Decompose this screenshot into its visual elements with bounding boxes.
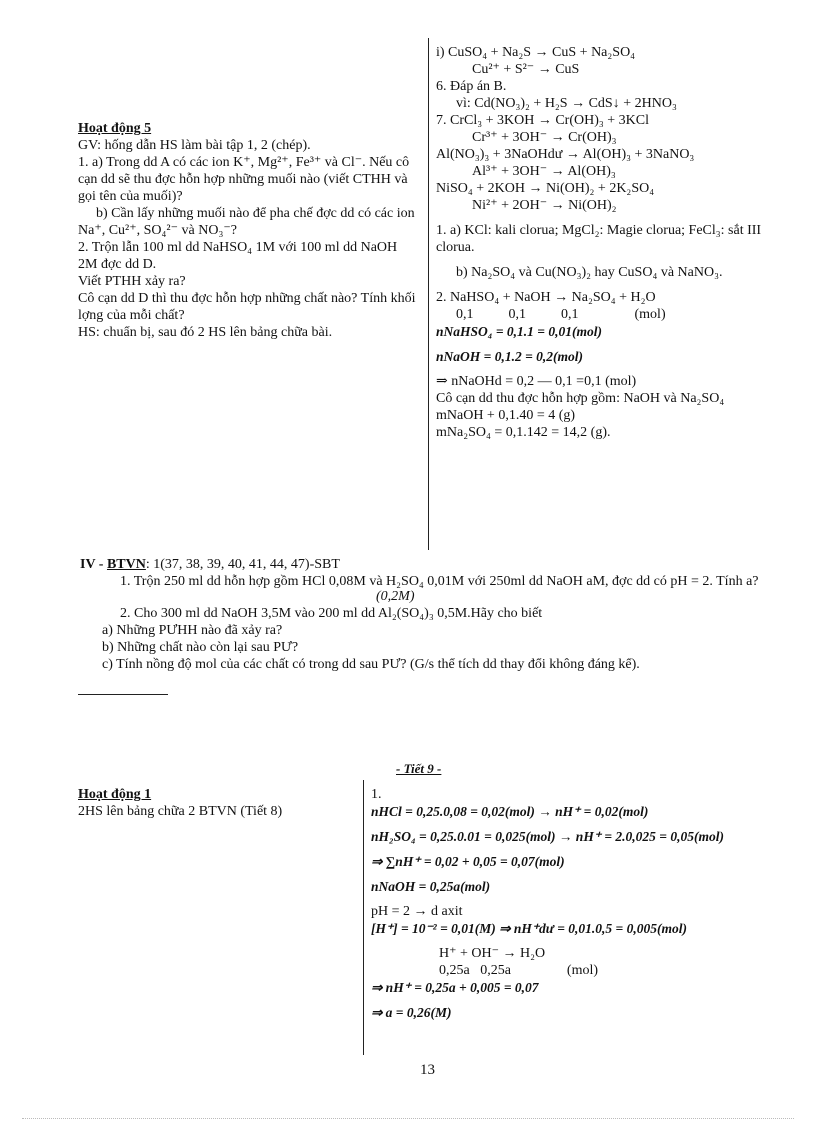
answer-2-eq: 2. NaHSO₄ + NaOH → Na₂SO₄ + H₂O xyxy=(436,290,656,305)
homework-item-c: c) Tính nồng độ mol của các chất có trong dd sau PƯ? (G/s thể tích dd thay đổi không đáng kể). xyxy=(102,657,640,672)
lesson-title: - Tiết 9 - xyxy=(396,761,442,776)
exercise-1b: b) Cần lấy những muối nào để pha chế đợc dd có các ion Na⁺, Cu²⁺, SO₄²⁻ và NO₃⁻? xyxy=(78,206,415,238)
solution-n-naoh: nNaOH = 0,25a(mol) xyxy=(371,879,491,894)
eq-i: i) CuSO₄ + Na₂S → CuS + Na₂SO₄ xyxy=(436,45,636,60)
evaporate-result: Cô cạn dd thu đợc hỗn hợp gồm: NaOH và Na₂SO₄ xyxy=(436,391,725,406)
top-right-column xyxy=(436,44,786,441)
answer-2-mol: 0,1 0,1 0,1 (mol) xyxy=(456,307,666,322)
solution-n-h2so4: nH₂SO₄ = 0,25.0.01 = 0,025(mol) → nH⁺ = 2.0,025 = 0,05(mol) xyxy=(371,829,724,844)
calc-m-naoh: mNaOH + 0,1.40 = 4 (g) xyxy=(436,408,576,423)
exercise-2: 2. Trộn lẫn 100 ml dd NaHSO₄ 1M với 100 ml dd NaOH 2M đợc dd D. xyxy=(78,240,398,272)
section-separator xyxy=(78,694,168,695)
eq-7c: NiSO₄ + 2KOH → Ni(OH)₂ + 2K₂SO₄ xyxy=(436,181,655,196)
calc-n-naoh: nNaOH = 0,1.2 = 0,2(mol) xyxy=(436,349,584,364)
activity-heading: Hoạt động 5 xyxy=(78,121,152,136)
calc-m-na2so4: mNa₂SO₄ = 0,1.142 = 14,2 (g). xyxy=(436,425,611,440)
homework-problem-2: 2. Cho 300 ml dd NaOH 3,5M vào 200 ml dd Al₂(SO₄)₃ 0,5M.Hãy cho biết xyxy=(120,606,543,621)
solution-1-label: 1. xyxy=(371,787,382,802)
homework-section xyxy=(80,556,770,673)
eq-7c-ionic: Ni²⁺ + 2OH⁻ → Ni(OH)₂ xyxy=(472,198,617,213)
solution-neutralization: H⁺ + OH⁻ → H₂O xyxy=(439,946,546,961)
solution-neutralization-mol: 0,25a 0,25a (mol) xyxy=(439,963,599,978)
calc-n-nahso4: nNaHSO₄ = 0,1.1 = 0,01(mol) xyxy=(436,324,602,339)
eq-i-ionic: Cu²⁺ + S²⁻ → CuS xyxy=(472,62,580,77)
solution-ph: pH = 2 → d axit xyxy=(371,904,463,919)
exercise-2-evaporate: Cô cạn dd D thì thu đợc hỗn hợp những chất nào? Tính khối lợng của mỗi chất? xyxy=(78,291,416,323)
solution-result: ⇒ a = 0,26(M) xyxy=(371,1005,452,1020)
exercise-2-question: Viết PTHH xảy ra? xyxy=(78,274,186,289)
eq-7b-ionic: Al³⁺ + 3OH⁻ → Al(OH)₃ xyxy=(472,164,616,179)
solution-n-hcl: nHCl = 0,25.0,08 = 0,02(mol) → nH⁺ = 0,02(mol) xyxy=(371,804,649,819)
column-divider-bottom xyxy=(363,780,364,1055)
eq-7a-ionic: Cr³⁺ + 3OH⁻ → Cr(OH)₃ xyxy=(472,130,617,145)
column-divider-top xyxy=(428,38,429,550)
page-footer-rule xyxy=(22,1118,794,1119)
homework-label: IV - xyxy=(80,557,104,572)
eq-7a: 7. CrCl₃ + 3KOH → Cr(OH)₃ + 3KCl xyxy=(436,113,649,128)
activity-1-heading: Hoạt động 1 xyxy=(78,787,152,802)
answer-6: 6. Đáp án B. xyxy=(436,79,507,94)
bottom-right-column xyxy=(371,786,791,1021)
exercise-1a: 1. a) Trong dd A có các ion K⁺, Mg²⁺, Fe³⁺ và Cl⁻. Nếu cô cạn dd sẽ thu đợc hỗn hợp những muối nào (viết CTHH và gọi tên của muối)? xyxy=(78,155,410,204)
homework-problem-1-answer: (0,2M) xyxy=(376,589,415,604)
homework-title: BTVN xyxy=(106,557,146,572)
answer-1b: b) Na₂SO₄ và Cu(NO₃)₂ hay CuSO₄ và NaNO₃. xyxy=(456,265,723,280)
top-left-column xyxy=(78,120,418,341)
homework-problem-1: 1. Trộn 250 ml dd hỗn hợp gồm HCl 0,08M và H₂SO₄ 0,01M với 250ml dd NaOH aM, đợc dd có pH = 2. Tính a? xyxy=(120,574,759,589)
calc-n-naoh-excess: ⇒ nNaOHd = 0,2 — 0,1 =0,1 (mol) xyxy=(436,374,637,389)
homework-title-line xyxy=(80,556,770,573)
solution-h-conc: [H⁺] = 10⁻² = 0,01(M) ⇒ nH⁺dư = 0,01.0,5 = 0,005(mol) xyxy=(371,921,687,936)
activity-1-text: 2HS lên bảng chữa 2 BTVN (Tiết 8) xyxy=(78,804,283,819)
bottom-left-column xyxy=(78,786,358,820)
homework-item-b: b) Những chất nào còn lại sau PƯ? xyxy=(102,640,299,655)
answer-1a: 1. a) KCl: kali clorua; MgCl₂: Magie clorua; FeCl₃: sắt III clorua. xyxy=(436,223,762,255)
homework-list: : 1(37, 38, 39, 40, 41, 44, 47)-SBT xyxy=(145,557,340,572)
student-line: HS: chuẩn bị, sau đó 2 HS lên bảng chữa bài. xyxy=(78,325,333,340)
eq-7b: Al(NO₃)₃ + 3NaOHdư → Al(OH)₃ + 3NaNO₃ xyxy=(436,147,695,162)
solution-balance: ⇒ nH⁺ = 0,25a + 0,005 = 0,07 xyxy=(371,980,539,995)
page-number: 13 xyxy=(420,1062,435,1078)
teacher-line: GV: hống dẫn HS làm bài tập 1, 2 (chép). xyxy=(78,138,311,153)
solution-sum-h: ⇒ ∑nH⁺ = 0,02 + 0,05 = 0,07(mol) xyxy=(371,854,565,869)
homework-item-a: a) Những PƯHH nào đã xảy ra? xyxy=(102,623,283,638)
eq-6: vì: Cd(NO₃)₂ + H₂S → CdS↓ + 2HNO₃ xyxy=(456,96,677,111)
